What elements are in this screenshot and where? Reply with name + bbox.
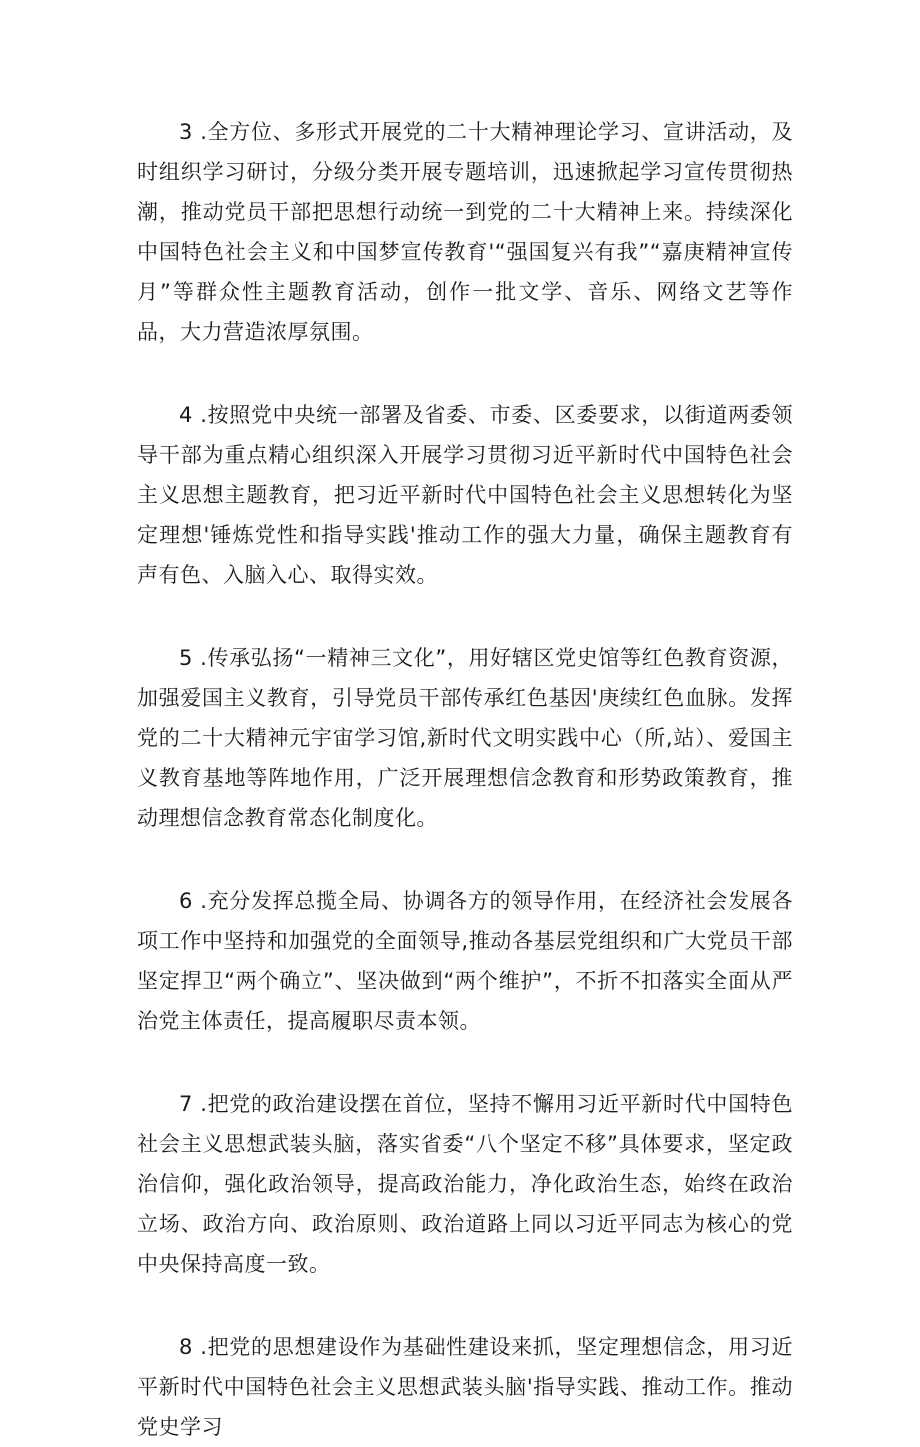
- paragraph-3: 3 .全方位、多形式开展党的二十大精神理论学习、宣讲活动，及时组织学习研讨，分级分类开展专题培训，迅速掀起学习宣传贯彻热潮，推动党员干部把思想行动统一到党的二十大精神上来。持续深化中国特色社会主义和中国梦宣传教育'“强国复兴有我”“嘉庚精神宣传月”等群众性主题教育活动，创作一批文学、音乐、网络文艺等作品，大力营造浓厚氛围。: [137, 120, 793, 344]
- paragraph-4: 4 .按照党中央统一部署及省委、市委、区委要求，以街道两委领导干部为重点精心组织深入开展学习贯彻习近平新时代中国特色社会主义思想主题教育，把习近平新时代中国特色社会主义思想转化为坚定理想'锤炼党性和指导实践'推动工作的强大力量，确保主题教育有声有色、入脑入心、取得实效。: [137, 403, 793, 587]
- document-body: [137, 112, 793, 1447]
- paragraph-7: 7 .把党的政治建设摆在首位，坚持不懈用习近平新时代中国特色社会主义思想武装头脑，落实省委“八个坚定不移”具体要求，坚定政治信仰，强化政治领导，提高政治能力，净化政治生态，始终在政治立场、政治方向、政治原则、政治道路上同以习近平同志为核心的党中央保持高度一致。: [137, 1092, 793, 1276]
- paragraph-8: 8 .把党的思想建设作为基础性建设来抓，坚定理想信念，用习近平新时代中国特色社会主义思想武装头脑'指导实践、推动工作。推动党史学习: [137, 1335, 793, 1439]
- paragraph-5: 5 .传承弘扬“一精神三文化”，用好辖区党史馆等红色教育资源，加强爱国主义教育，引导党员干部传承红色基因'庚续红色血脉。发挥党的二十大精神元宇宙学习馆,新时代文明实践中心（所,站）、爱国主义教育基地等阵地作用，广泛开展理想信念教育和形势政策教育，推动理想信念教育常态化制度化。: [137, 646, 793, 830]
- paragraph-6: 6 .充分发挥总揽全局、协调各方的领导作用，在经济社会发展各项工作中坚持和加强党的全面领导,推动各基层党组织和广大党员干部坚定捍卫“两个确立”、坚决做到“两个维护”，不折不扣落实全面从严治党主体责任，提高履职尽责本领。: [137, 889, 793, 1033]
